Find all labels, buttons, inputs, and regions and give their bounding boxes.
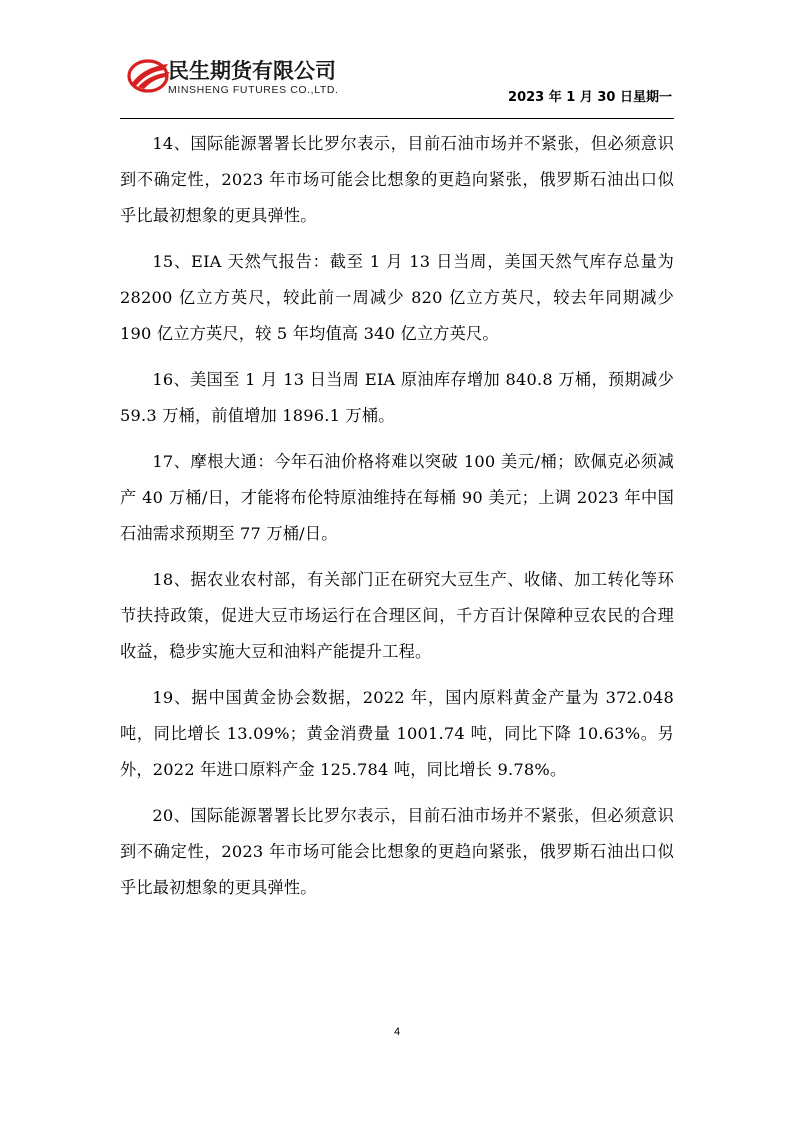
news-item-15: 15、EIA 天然气报告：截至 1 月 13 日当周，美国天然气库存总量为 28200 亿立方英尺，较此前一周减少 820 亿立方英尺，较去年同期减少 190 亿立方英尺，较 5 年均值高 340 亿立方英尺。 (120, 252, 674, 343)
page-header (120, 52, 674, 119)
news-item-17: 17、摩根大通：今年石油价格将难以突破 100 美元/桶；欧佩克必须减产 40 万桶/日，才能将布伦特原油维持在每桶 90 美元；上调 2023 年中国石油需求预期至 77 万桶/日。 (120, 452, 674, 543)
news-item-14: 14、国际能源署署长比罗尔表示，目前石油市场并不紧张，但必须意识到不确定性，2023 年市场可能会比想象的更趋向紧张，俄罗斯石油出口似乎比最初想象的更具弹性。 (120, 134, 674, 225)
company-name-cn: 民生期货有限公司 (168, 59, 336, 83)
news-item-19: 19、据中国黄金协会数据，2022 年，国内原料黄金产量为 372.048 吨，同比增长 13.09%；黄金消费量 1001.74 吨，同比下降 10.63%。另外，2022 年进口原料产金 125.784 吨，同比增长 9.78%。 (120, 688, 674, 779)
news-item-20: 20、国际能源署署长比罗尔表示，目前石油市场并不紧张，但必须意识到不确定性，2023 年市场可能会比想象的更趋向紧张，俄罗斯石油出口似乎比最初想象的更具弹性。 (120, 806, 674, 897)
news-item-18: 18、据农业农村部，有关部门正在研究大豆生产、收储、加工转化等环节扶持政策，促进大豆市场运行在合理区间，千方百计保障种豆农民的合理收益，稳步实施大豆和油料产能提升工程。 (120, 570, 674, 661)
document-body (120, 126, 674, 916)
news-item-16: 16、美国至 1 月 13 日当周 EIA 原油库存增加 840.8 万桶，预期减少 59.3 万桶，前值增加 1896.1 万桶。 (120, 370, 674, 425)
report-date: 2023 年 1 月 30 日星期一 (508, 90, 672, 105)
company-name-en: MINSHENG FUTURES CO.,LTD. (168, 84, 339, 96)
page-number: 4 (393, 1026, 401, 1038)
minsheng-logo-icon (126, 56, 172, 94)
